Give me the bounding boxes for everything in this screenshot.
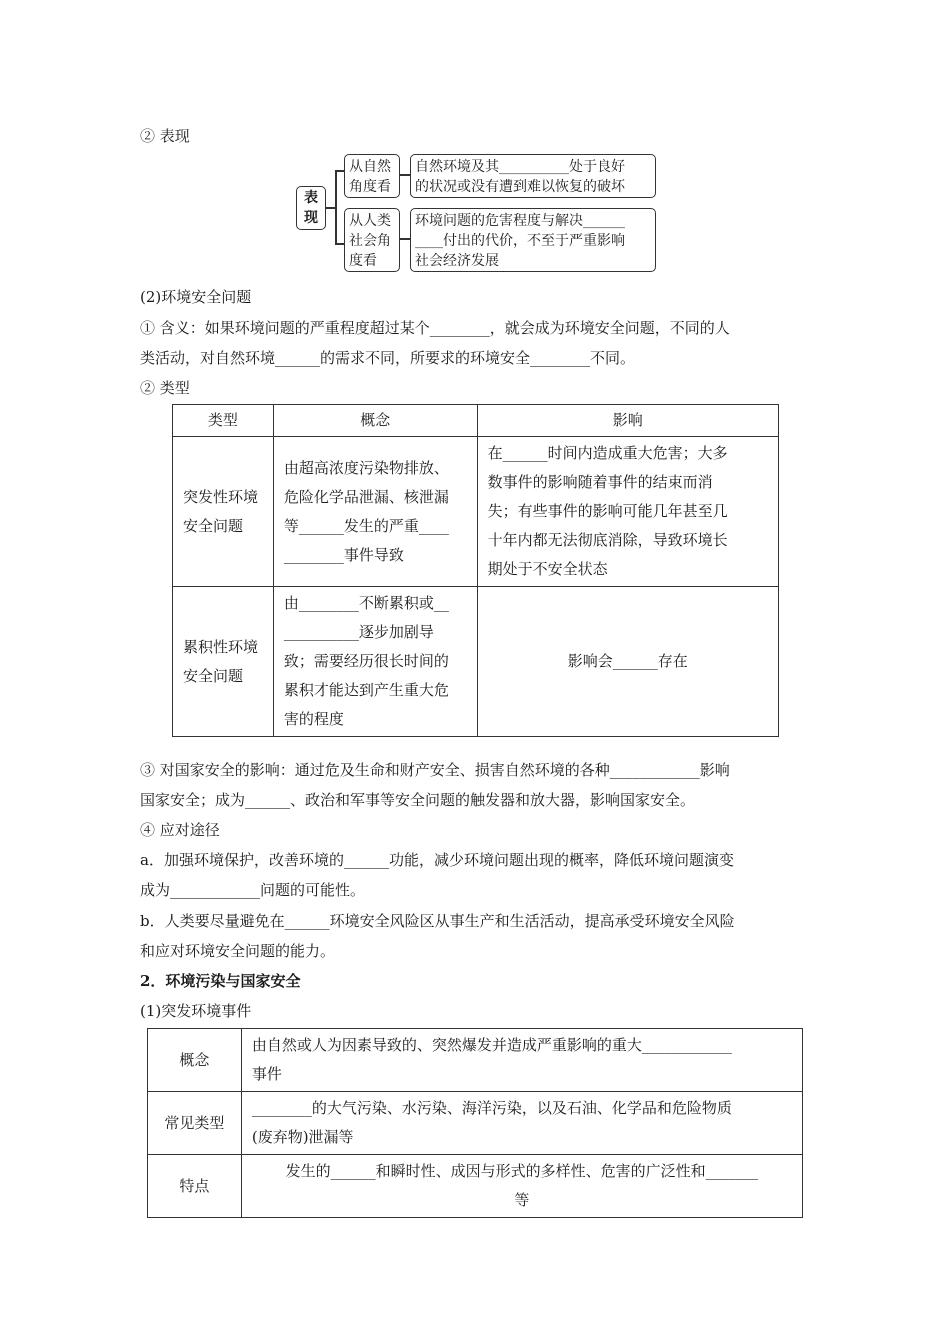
table-row	[148, 1092, 803, 1155]
event-text-cell: 由自然或人为因素导致的、突然爆发并造成严重影响的重大____________ 事件	[241, 1029, 802, 1092]
leixing-heading: ② 类型	[140, 379, 190, 397]
biaoxian-heading: ② 表现	[140, 127, 190, 145]
type-table-header-concept: 概念	[273, 405, 477, 437]
diagram-branch-nature-label: 从自然角度看	[344, 154, 400, 198]
type-cell: 突发性环境 安全问题	[173, 437, 274, 587]
hanyi-line-1: ① 含义：如果环境问题的严重程度超过某个________，就会成为环境安全问题，不同的人	[140, 319, 730, 337]
diagram-branch-society-label: 从人类社会角度看	[344, 208, 400, 272]
guojia-line-2: 国家安全；成为______、政治和军事等安全问题的触发器和放大器，影响国家安全。	[140, 791, 696, 809]
event-text-cell: ________的大气污染、水污染、海洋污染，以及石油、化学品和危险物质 (废弃物)泄漏等	[241, 1092, 802, 1155]
tufa-heading: (1)突发环境事件	[140, 1002, 252, 1020]
concept-cell: 由超高浓度污染物排放、 危险化学品泄漏、核泄漏 等______发生的严重____ ________事件导致	[273, 437, 477, 587]
type-table	[172, 404, 779, 737]
impact-cell: 在______时间内造成重大危害；大多 数事件的影响随着事件的结束而消 失；有些事件的影响可能几年甚至几 十年内都无法彻底消除，导致环境长 期处于不安全状态	[477, 437, 778, 587]
hanyi-line-2: 类活动，对自然环境______的需求不同，所要求的环境安全________不同。	[140, 349, 636, 367]
yingdui-b-line-1: b．人类要尽量避免在______环境安全风险区从事生产和生活活动，提高承受环境安全风险	[140, 912, 735, 930]
type-cell: 累积性环境 安全问题	[173, 587, 274, 737]
diagram-nature-line-2: 的状况或没有遭到难以恢复的破坏	[415, 179, 625, 195]
event-label-cell: 常见类型	[148, 1092, 242, 1155]
yingdui-a-line-1: a．加强环境保护，改善环境的______功能，减少环境问题出现的概率，降低环境问题演变	[140, 851, 734, 869]
concept-cell: 由________不断累积或__ __________逐步加剧导 致；需要经历很长时间的 累积才能达到产生重大危 害的程度	[273, 587, 477, 737]
event-label-cell: 概念	[148, 1029, 242, 1092]
table-row	[148, 1155, 803, 1218]
table-row	[148, 1029, 803, 1092]
impact-cell: 影响会______存在	[477, 587, 778, 737]
type-table-header-type: 类型	[173, 405, 274, 437]
yingdui-b-line-2: 和应对环境安全问题的能力。	[140, 942, 336, 960]
section-2-title: 2．环境污染与国家安全	[140, 972, 301, 990]
section-env-security-heading: (2)环境安全问题	[140, 288, 252, 306]
table-row	[173, 437, 779, 587]
event-table	[147, 1028, 803, 1218]
diagram-branch-nature-text	[410, 154, 656, 198]
yingdui-heading: ④ 应对途径	[140, 821, 220, 839]
diagram-branch-society-text	[410, 208, 656, 272]
diagram-society-line-3: 社会经济发展	[415, 253, 499, 269]
diagram-society-line-1: 环境问题的危害程度与解决______	[415, 213, 625, 229]
table-row	[173, 587, 779, 737]
diagram-nature-line-1: 自然环境及其__________处于良好	[415, 159, 625, 175]
guojia-line-1: ③ 对国家安全的影响：通过危及生命和财产安全、损害自然环境的各种____________影响	[140, 761, 730, 779]
yingdui-a-line-2: 成为____________问题的可能性。	[140, 881, 366, 899]
event-text-cell: 发生的______和瞬时性、成因与形式的多样性、危害的广泛性和_______ 等	[241, 1155, 802, 1218]
event-label-cell: 特点	[148, 1155, 242, 1218]
diagram-root: 表现	[296, 186, 326, 230]
type-table-header-impact: 影响	[477, 405, 778, 437]
diagram-society-line-2: ____付出的代价，不至于严重影响	[415, 233, 625, 249]
